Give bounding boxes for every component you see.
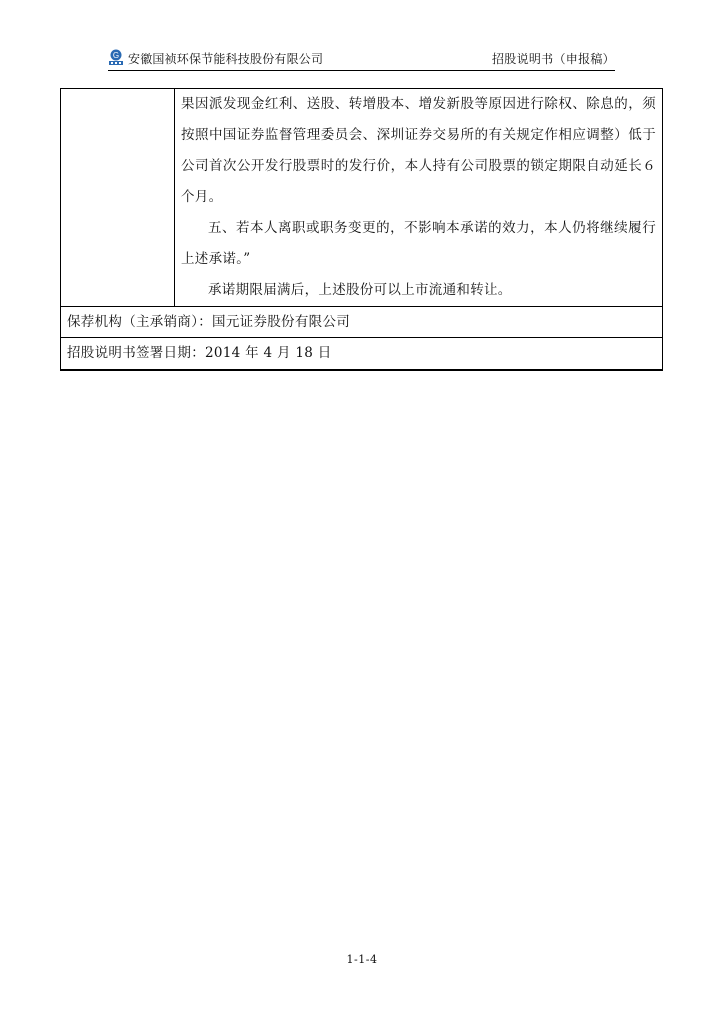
info-table [60,88,663,371]
company-logo-icon [108,49,124,66]
commitment-paragraph-continued: 果因派发现金红利、送股、转增股本、增发新股等原因进行除权、除息的，须按照中国证券监督管理委员会、深圳证券交易所的有关规定作相应调整）低于公司首次公开发行股票时的发行价，本人持有公司股票的锁定期限自动延长６个月。 [181,96,656,205]
commitment-paragraph-five: 五、若本人离职或职务变更的，不影响本承诺的效力，本人仍将继续履行上述承诺。” [181,220,656,267]
company-name: 安徽国祯环保节能科技股份有限公司 [128,52,324,66]
table-cell-label-empty [61,89,175,306]
svg-text:G: G [112,51,120,60]
signing-date-row: 招股说明书签署日期：2014 年 4 月 18 日 [67,345,332,361]
document-type: 招股说明书（申报稿） [491,52,615,66]
table-row-commitment [61,89,662,307]
sponsor-row: 保荐机构（主承销商）：国元证券股份有限公司 [61,307,662,338]
page-header [108,48,615,71]
page-number: 1-1-4 [346,953,378,966]
commitment-paragraph-expiry: 承诺期限届满后，上述股份可以上市流通和转让。 [208,282,512,298]
table-cell-commitment-text [175,89,662,306]
